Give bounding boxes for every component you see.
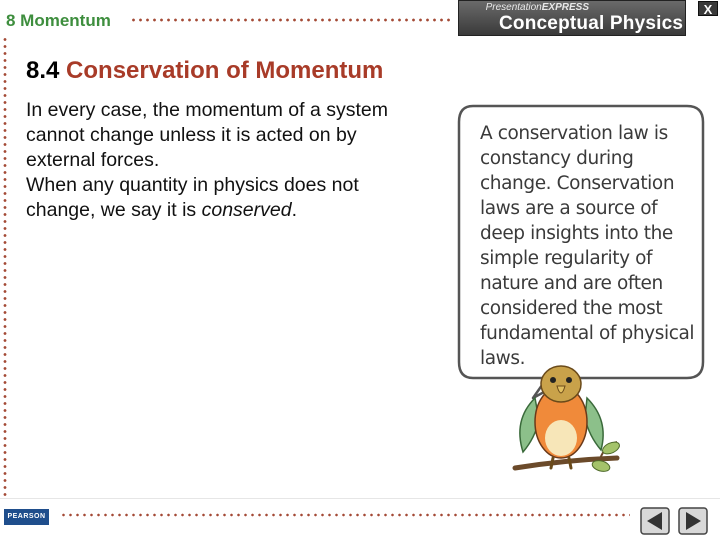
- left-dotted-border: [3, 36, 7, 498]
- body-paragraph-2: [26, 173, 426, 223]
- brand-main-text: Conceptual Physics: [499, 13, 684, 34]
- brand-top-bold: EXPRESS: [541, 2, 589, 13]
- brand-top-text: [486, 2, 589, 13]
- close-button[interactable]: X: [698, 1, 718, 16]
- next-slide-icon[interactable]: [678, 507, 708, 535]
- slide-title: [26, 57, 383, 85]
- body-paragraph-2-end: .: [291, 199, 297, 221]
- speech-bubble-text: A conservation law is constancy during change. Conservation laws are a source of deep insights into the simple regularity of nature and are often considered the most fundamental of physical laws.: [480, 123, 695, 369]
- brand-banner: [458, 0, 686, 36]
- previous-slide-icon[interactable]: [640, 507, 670, 535]
- header: [0, 0, 720, 40]
- parrot-illustration: [505, 360, 625, 490]
- brand-top-regular: Presentation: [485, 2, 542, 13]
- footer: [0, 498, 720, 541]
- body-paragraph-1: In every case, the momentum of a system cannot change unless it is acted on by external forces.: [26, 99, 388, 171]
- slide-title-text: Conservation of Momentum: [66, 57, 384, 84]
- header-dotted-line: [130, 18, 452, 22]
- body-paragraph-2-text: When any quantity in physics does not change, we say it is: [26, 174, 359, 221]
- footer-dotted-line: [60, 513, 630, 517]
- slide-body: [26, 98, 426, 223]
- body-paragraph-2-emphasis: conserved: [201, 199, 292, 221]
- slide-title-number: 8.4: [26, 57, 60, 84]
- pearson-logo: PEARSON: [4, 509, 49, 525]
- chapter-label: 8 Momentum: [6, 11, 111, 30]
